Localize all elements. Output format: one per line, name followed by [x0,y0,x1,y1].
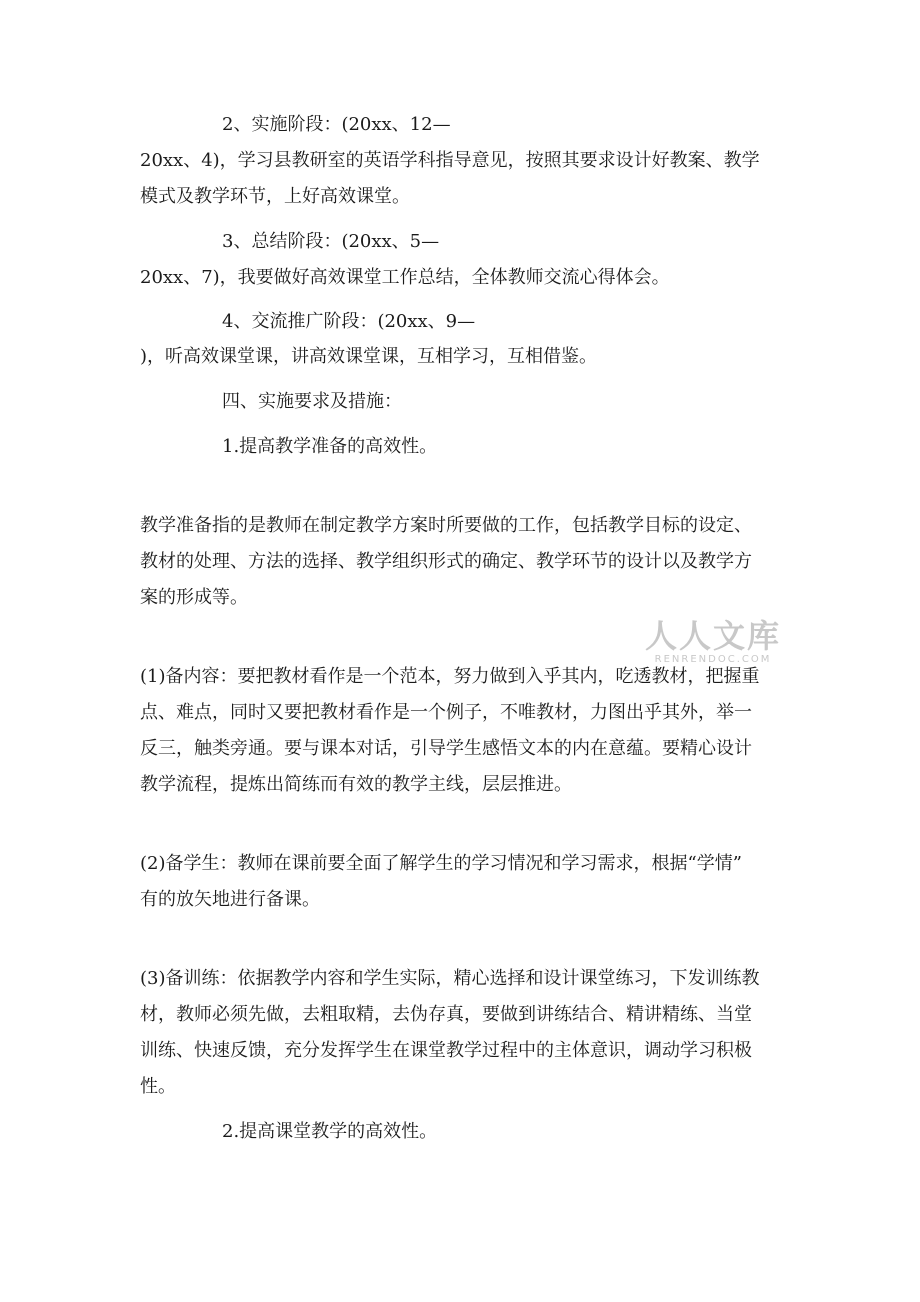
watermark [645,618,781,666]
item-2-heading: 2.提高课堂教学的高效性。 [222,1121,438,1142]
content-line-2: 点、难点，同时又要把教材看作是一个例子，不唯教材，力图出乎其外，举一 [140,702,752,723]
train-line-1: (3)备训练：依据教学内容和学生实际，精心选择和设计课堂练习，下发训练教 [140,968,760,989]
prep-line-1: 教学准备指的是教师在制定教学方案时所要做的工作，包括教学目标的设定、 [140,515,752,536]
stage2-line-1: 2、实施阶段：(20xx、12— [222,114,451,135]
train-line-2: 材，教师必须先做，去粗取精，去伪存真，要做到讲练结合、精讲精练、当堂 [140,1004,752,1025]
content-line-3: 反三，触类旁通。要与课本对话，引导学生感悟文本的内在意蕴。要精心设计 [140,738,752,759]
train-line-4: 性。 [140,1076,176,1097]
content-line-1: (1)备内容：要把教材看作是一个范本，努力做到入乎其内，吃透教材，把握重 [140,666,760,687]
stage2-line-2: 20xx、4)，学习县教研室的英语学科指导意见，按照其要求设计好教案、教学 [140,150,760,171]
content-line-4: 教学流程，提炼出简练而有效的教学主线，层层推进。 [140,774,572,795]
student-line-1: (2)备学生：教师在课前要全面了解学生的学习情况和学习需求，根据“学情” [140,853,742,874]
train-line-3: 训练、快速反馈，充分发挥学生在课堂教学过程中的主体意识，调动学习积极 [140,1040,752,1061]
item-1-heading: 1.提高教学准备的高效性。 [222,436,438,457]
stage4-line-1: 4、交流推广阶段：(20xx、9— [222,311,476,332]
stage3-line-1: 3、总结阶段：(20xx、5— [222,231,440,252]
section-heading-4: 四、实施要求及措施： [222,391,402,412]
stage2-line-3: 模式及教学环节，上好高效课堂。 [140,186,410,207]
stage3-line-2: 20xx、7)，我要做好高效课堂工作总结，全体教师交流心得体会。 [140,267,670,288]
watermark-text: 人人文库 [645,617,782,655]
student-line-2: 有的放矢地进行备课。 [140,889,320,910]
watermark-url: RENRENDOC.COM [654,654,772,665]
prep-line-3: 案的形成等。 [140,587,248,608]
stage4-line-2: )，听高效课堂课，讲高效课堂课，互相学习，互相借鉴。 [140,346,598,367]
prep-line-2: 教材的处理、方法的选择、教学组织形式的确定、教学环节的设计以及教学方 [140,551,752,572]
